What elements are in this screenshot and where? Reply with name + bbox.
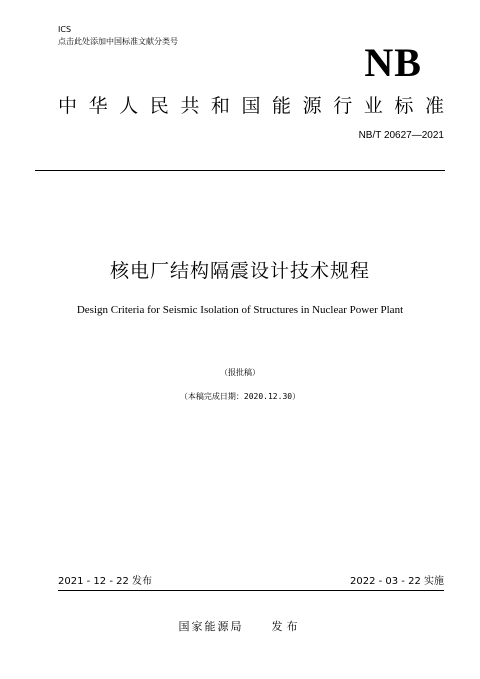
draft-status: （报批稿） xyxy=(220,368,260,377)
standard-type-char: 共 xyxy=(180,95,200,117)
completion-date-line xyxy=(0,392,480,402)
issuer-org: 国家能源局 xyxy=(178,620,244,633)
footer-divider xyxy=(58,590,444,591)
header-divider xyxy=(35,170,445,171)
standard-type-char: 行 xyxy=(333,95,353,117)
standard-type-char: 标 xyxy=(394,95,414,117)
title-chinese: 核电厂结构隔震设计技术规程 xyxy=(109,260,370,282)
completion-date-close: ） xyxy=(292,392,301,401)
standard-type-char: 人 xyxy=(119,95,139,117)
nb-logo: NB xyxy=(364,40,422,85)
ics-label: ICS xyxy=(58,25,72,34)
standard-type-char: 源 xyxy=(302,95,322,117)
completion-date-label: （本稿完成日期： xyxy=(179,392,244,401)
standard-type-char: 和 xyxy=(210,95,230,117)
ics-classification-placeholder[interactable]: 点击此处添加中国标准文献分类号 xyxy=(58,37,178,46)
standard-type-char: 国 xyxy=(241,95,261,117)
completion-date-value: 2020.12.30 xyxy=(243,392,293,401)
standard-type-char: 中 xyxy=(58,95,78,117)
standard-type-char: 民 xyxy=(149,95,169,117)
title-english: Design Criteria for Seismic Isolation of Structures in Nuclear Power Plant xyxy=(76,304,404,316)
implementation-date: 2022 - 03 - 22 实施 xyxy=(349,576,444,587)
issuer-line xyxy=(0,620,480,634)
standard-type-char: 华 xyxy=(88,95,108,117)
standard-type-char: 准 xyxy=(424,95,444,117)
issuer-verb: 发布 xyxy=(271,620,302,633)
standard-type-char: 业 xyxy=(363,95,383,117)
standard-type-char: 能 xyxy=(272,95,292,117)
standard-number: NB/T 20627—2021 xyxy=(358,130,444,141)
standard-type-heading xyxy=(58,95,444,117)
issue-date: 2021 - 12 - 22 发布 xyxy=(58,576,153,587)
